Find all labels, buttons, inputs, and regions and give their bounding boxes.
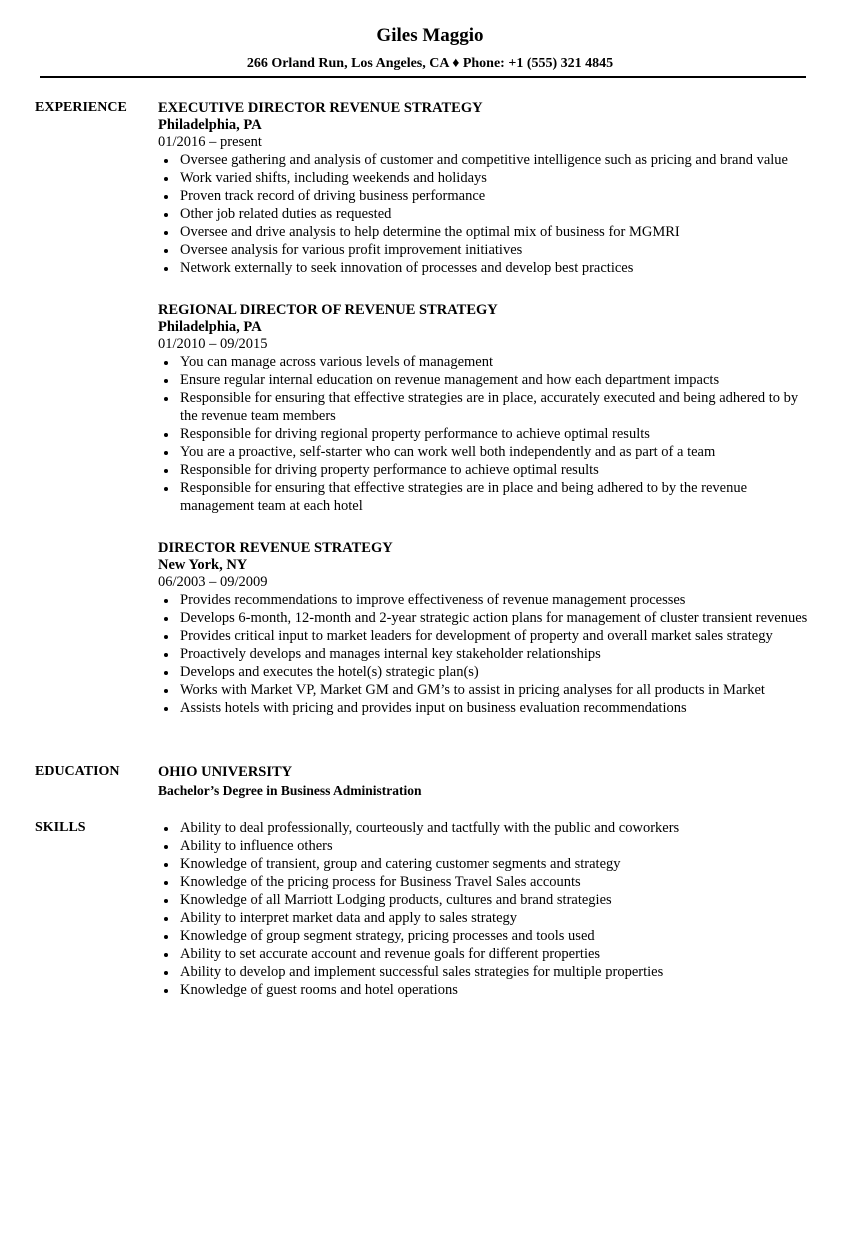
list-item: Oversee gathering and analysis of customer and competitive intelligence such as pricing and brand value bbox=[158, 151, 818, 169]
list-item: Ability to influence others bbox=[158, 837, 818, 855]
experience-body bbox=[158, 99, 818, 741]
list-item: Ability to interpret market data and apply to sales strategy bbox=[158, 909, 818, 927]
job-dates: 01/2016 – present bbox=[158, 134, 262, 150]
section-label-education: EDUCATION bbox=[35, 764, 120, 779]
skills-body bbox=[158, 819, 818, 999]
list-item: Oversee analysis for various profit improvement initiatives bbox=[158, 241, 818, 259]
contact-line: 266 Orland Run, Los Angeles, CA ♦ Phone: +1 (555) 321 4845 bbox=[246, 56, 614, 71]
list-item: Oversee and drive analysis to help determine the optimal mix of business for MGMRI bbox=[158, 223, 818, 241]
job-title: EXECUTIVE DIRECTOR REVENUE STRATEGY bbox=[158, 100, 483, 116]
list-item: Assists hotels with pricing and provides input on business evaluation recommendations bbox=[158, 699, 818, 717]
list-item: Provides critical input to market leaders for development of property and overall market sales strategy bbox=[158, 627, 818, 645]
list-item: Ability to develop and implement successful sales strategies for multiple properties bbox=[158, 963, 818, 981]
job-bullets bbox=[158, 151, 818, 277]
list-item: Responsible for ensuring that effective strategies are in place and being adhered to by the revenue management team at each hotel bbox=[158, 479, 818, 515]
list-item: Ensure regular internal education on revenue management and how each department impacts bbox=[158, 371, 818, 389]
list-item: Work varied shifts, including weekends and holidays bbox=[158, 169, 818, 187]
resume-header bbox=[0, 24, 860, 73]
job-location: New York, NY bbox=[158, 557, 248, 573]
job-dates: 01/2010 – 09/2015 bbox=[158, 336, 268, 352]
list-item: Responsible for ensuring that effective strategies are in place, accurately executed and being adhered to by the revenue team members bbox=[158, 389, 818, 425]
list-item: You can manage across various levels of management bbox=[158, 353, 818, 371]
list-item: Knowledge of guest rooms and hotel operations bbox=[158, 981, 818, 999]
candidate-name: Giles Maggio bbox=[376, 25, 484, 46]
job-bullets bbox=[158, 353, 818, 515]
job-title: DIRECTOR REVENUE STRATEGY bbox=[158, 540, 393, 556]
school-name: OHIO UNIVERSITY bbox=[158, 764, 293, 780]
list-item: Works with Market VP, Market GM and GM’s to assist in pricing analyses for all products in Market bbox=[158, 681, 818, 699]
section-label-experience: EXPERIENCE bbox=[35, 100, 127, 115]
job-entry bbox=[158, 539, 818, 717]
list-item: Responsible for driving property performance to achieve optimal results bbox=[158, 461, 818, 479]
job-entry bbox=[158, 301, 818, 515]
job-location: Philadelphia, PA bbox=[158, 117, 262, 133]
job-location: Philadelphia, PA bbox=[158, 319, 262, 335]
list-item: Develops and executes the hotel(s) strategic plan(s) bbox=[158, 663, 818, 681]
list-item: Network externally to seek innovation of processes and develop best practices bbox=[158, 259, 818, 277]
list-item: Knowledge of the pricing process for Business Travel Sales accounts bbox=[158, 873, 818, 891]
list-item: Knowledge of transient, group and catering customer segments and strategy bbox=[158, 855, 818, 873]
list-item: Responsible for driving regional property performance to achieve optimal results bbox=[158, 425, 818, 443]
list-item: Ability to set accurate account and revenue goals for different properties bbox=[158, 945, 818, 963]
list-item: Knowledge of all Marriott Lodging products, cultures and brand strategies bbox=[158, 891, 818, 909]
job-title: REGIONAL DIRECTOR OF REVENUE STRATEGY bbox=[158, 302, 498, 318]
job-bullets bbox=[158, 591, 818, 717]
list-item: Provides recommendations to improve effectiveness of revenue management processes bbox=[158, 591, 818, 609]
list-item: Develops 6-month, 12-month and 2-year strategic action plans for management of cluster transient revenues bbox=[158, 609, 818, 627]
list-item: Proactively develops and manages internal key stakeholder relationships bbox=[158, 645, 818, 663]
list-item: Other job related duties as requested bbox=[158, 205, 818, 223]
list-item: You are a proactive, self-starter who can work well both independently and as part of a team bbox=[158, 443, 818, 461]
degree: Bachelor’s Degree in Business Administration bbox=[158, 783, 422, 798]
list-item: Knowledge of group segment strategy, pricing processes and tools used bbox=[158, 927, 818, 945]
education-body bbox=[158, 763, 818, 801]
job-dates: 06/2003 – 09/2009 bbox=[158, 574, 268, 590]
section-label-skills: SKILLS bbox=[35, 820, 86, 835]
list-item: Ability to deal professionally, courteously and tactfully with the public and coworkers bbox=[158, 819, 818, 837]
skills-list bbox=[158, 819, 818, 999]
header-divider bbox=[40, 76, 806, 78]
job-entry bbox=[158, 99, 818, 277]
list-item: Proven track record of driving business performance bbox=[158, 187, 818, 205]
